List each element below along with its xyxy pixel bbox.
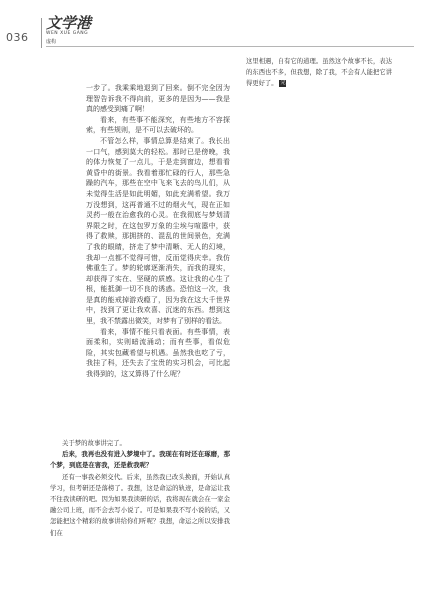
paragraph bbox=[246, 56, 392, 89]
paragraph-text: 这里相遇，自有它的道理。虽然这个故事不长，表达的东西也不多，但我想，除了我，不会有人能把它讲得更好了。 bbox=[246, 58, 392, 87]
header-divider bbox=[41, 18, 42, 48]
epilogue-section bbox=[50, 438, 230, 539]
paragraph: 关于梦的故事讲完了。 bbox=[62, 439, 126, 447]
page-header bbox=[0, 0, 427, 52]
article-column-right bbox=[246, 56, 392, 89]
paragraph: 不管怎么样，事情总算是结束了。我长出一口气，感到莫大的轻松。那时已是傍晚，我的体力恢复了一点儿，于是走到窗边，想看看黄昏中的街景。我看着那忙碌的行人，那些急躁的汽车，那些在空中飞来飞去的鸟儿们，从未觉得生活是如此明媚，如此充满希望。我万万没想到，这再普通不过的烟火气，现在正如灵药一般在治愈我的心灵。在我彻底与梦划清界限之时，在这包罗万象的尘埃与喧嚣中，获得了救赎，那拥挤的、混乱的世间景色，充满了我的眼睛，挤走了梦中清晰、无人的幻境，我却一点都不觉得可惜，反而觉得庆幸。我仿佛重生了。梦的轮廓逐渐消失，而我的现实，却获得了实在、坚硬的质感。这让我的心生了根，能抵御一切不良的诱惑。恐怕这一次，我是真的能戒掉游戏瘾了，因为我在这大千世界中，找到了更让我欢喜、沉迷的东西。想到这里，我不禁露出微笑，对梦有了别样的看法。 bbox=[86, 136, 230, 326]
paragraph: 后来，我再也没有进入梦境中了。我现在有时还在琢磨，那个梦，到底是在害我，还是救我呢？ bbox=[50, 450, 230, 470]
section-label: 虚构 bbox=[46, 39, 57, 45]
paragraph: 还有一事我必须交代。后来，虽然我已改头换面，开始认真学习，但考研还是落榜了。我想，这是命运的轨迹，是命运让我不往我读研的吧。因为如果我读研的话，我将现在就会在一家金融公司上班，而不会去写小说了。可是如果我不写小说的话，又怎能把这个精彩的故事讲给你们听呢？我想，命运之所以安排我们在 bbox=[50, 472, 230, 537]
magazine-logo: 文学港 bbox=[46, 14, 92, 32]
article-column-left bbox=[86, 83, 230, 380]
end-mark-icon: 完 bbox=[280, 79, 286, 86]
magazine-logo-pinyin: WEN XUE GANG bbox=[46, 31, 89, 36]
paragraph: 一步了。我乘乘地退到了回来。倒不完全因为理智告诉我不得向前，更多的是因为——我是真的感受到痛了啊！ bbox=[86, 84, 230, 114]
paragraph: 看来，有些事不能深究，有些地方不容探索，有些规则，是不可以去破坏的。 bbox=[86, 115, 230, 135]
page-number: 036 bbox=[6, 31, 29, 44]
header-rule bbox=[46, 46, 414, 47]
paragraph: 看来，事情不能只看表面。有些事情，表面柔和，实则暗流涌动；而有些事，看似危险，其实包藏希望与机遇。虽然我也吃了亏，我挂了科，还失去了宝贵的实习机会，可比起我得到的，这又算得了什么呢？ bbox=[86, 327, 230, 379]
